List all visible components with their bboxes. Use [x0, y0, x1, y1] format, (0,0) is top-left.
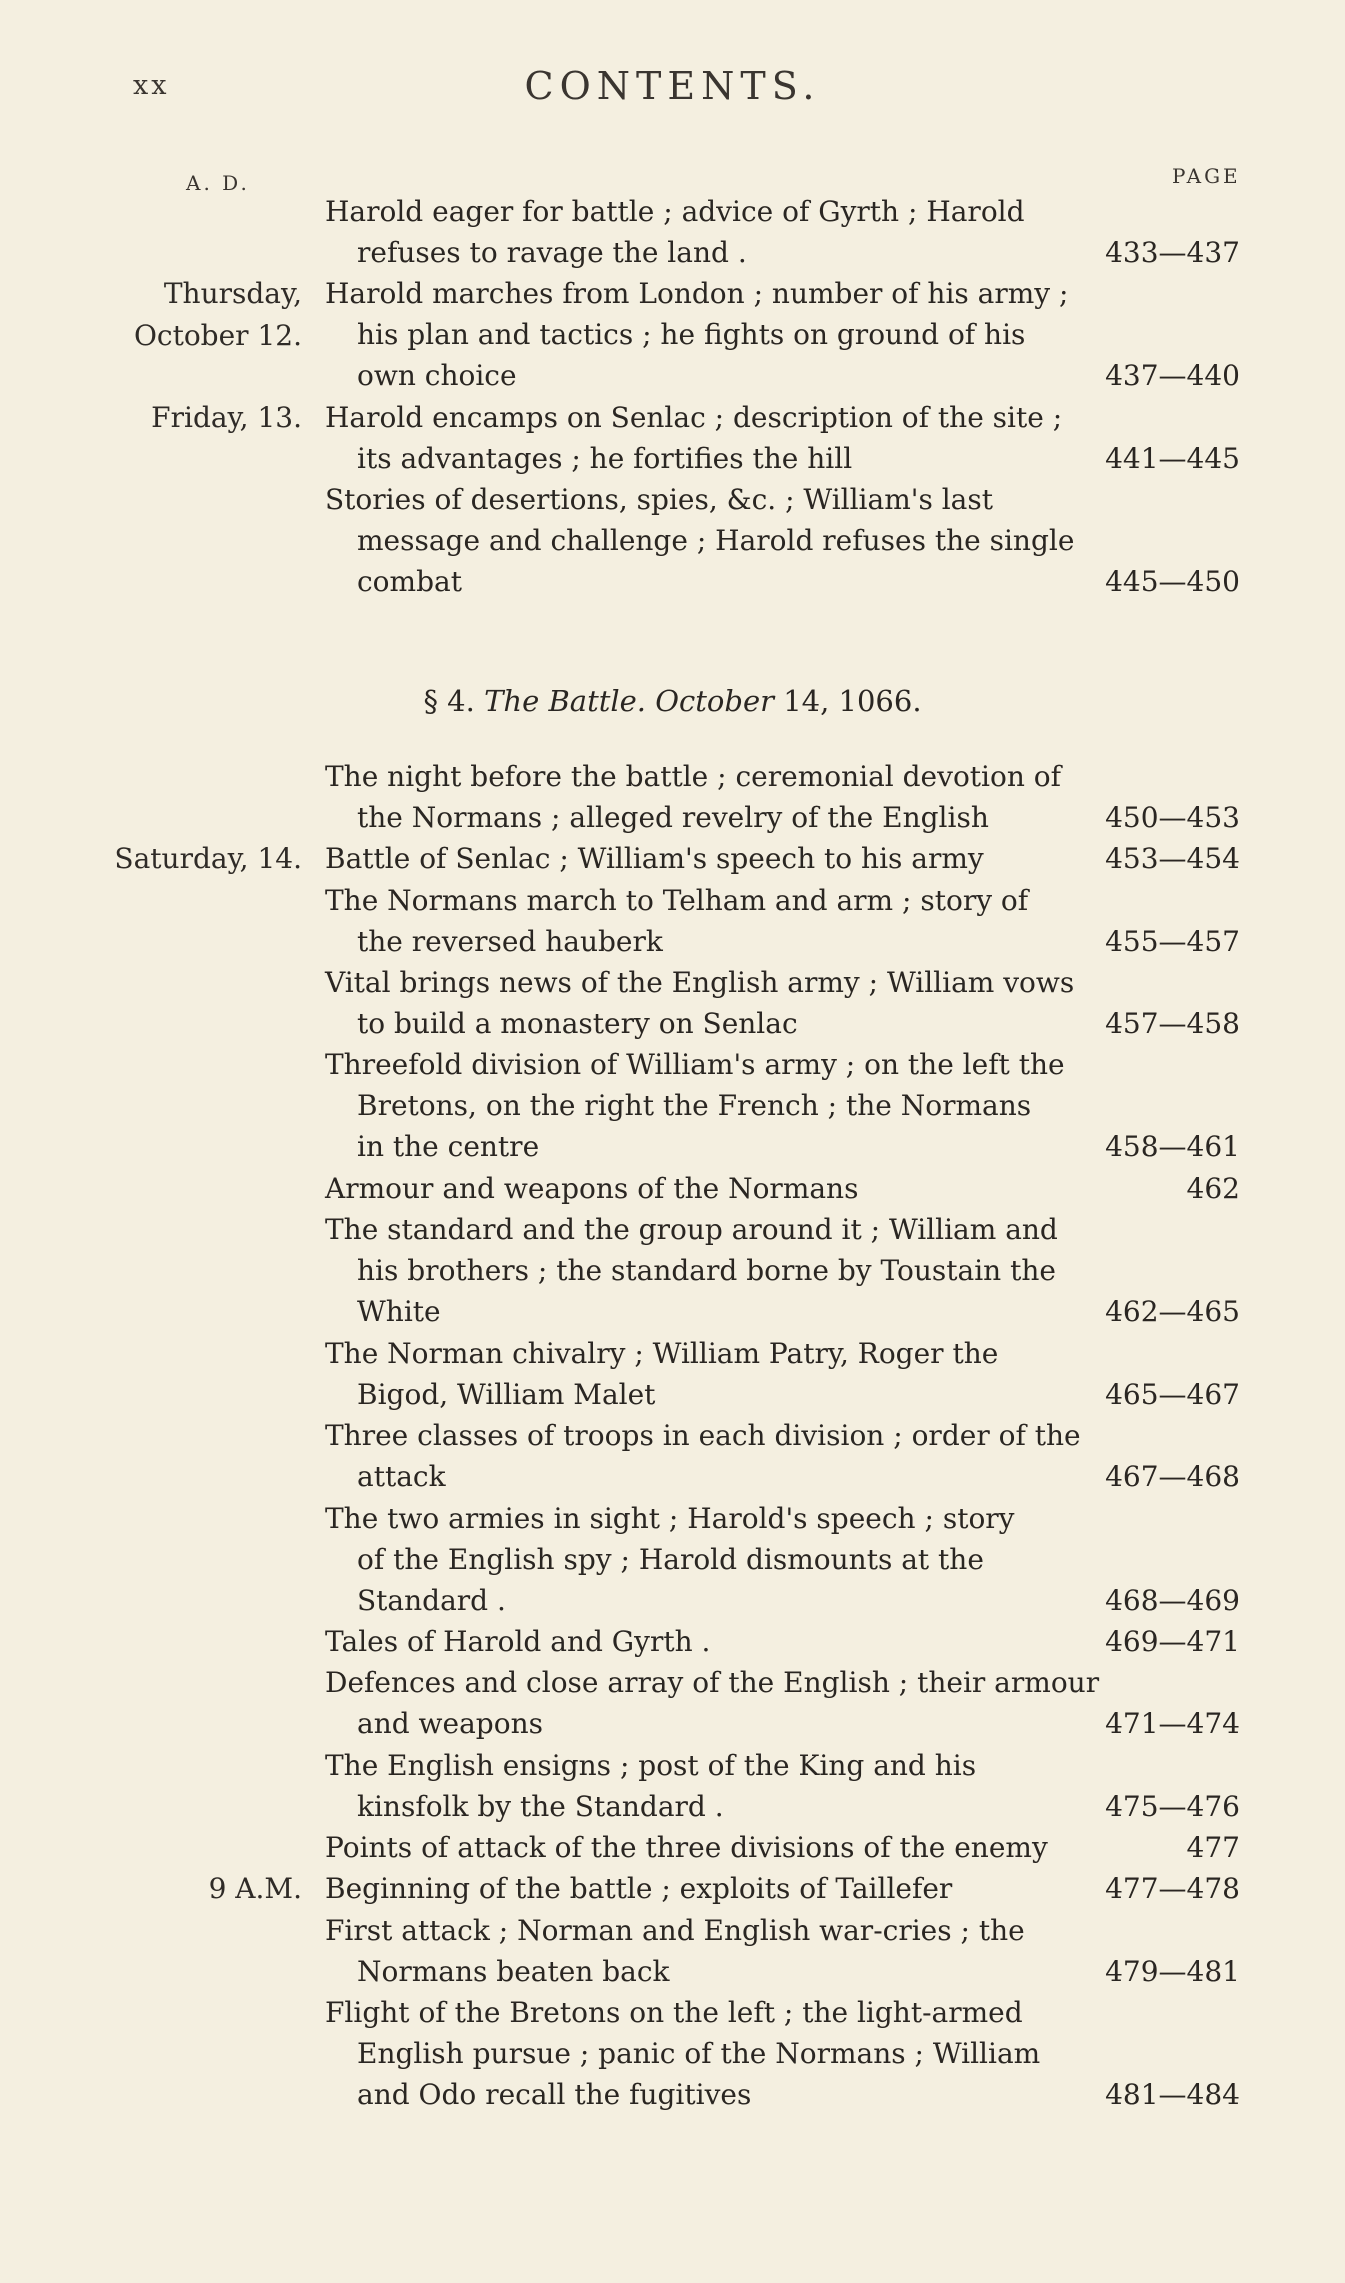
page-range: 462 — [1186, 1172, 1240, 1205]
contents-entry — [0, 1827, 1345, 1868]
page-range: 458—461 — [1105, 1130, 1240, 1164]
entry-text: refuses to ravage the land . — [357, 236, 747, 269]
entry-text: the reversed hauberk — [357, 924, 663, 958]
entry-text: his brothers ; the standard borne by Toustain the — [357, 1254, 1056, 1288]
contents-entry — [0, 838, 1345, 879]
entry-text: Battle of Senlac ; William's speech to his army — [325, 842, 984, 876]
margin-date: 9 A.M. — [208, 1872, 302, 1906]
page-range: 479—481 — [1105, 1954, 1240, 1988]
contents-entry — [0, 1621, 1345, 1662]
entry-text: its advantages ; he fortifies the hill — [357, 442, 853, 475]
entry-line — [0, 1374, 1345, 1415]
entry-text: Normans beaten back — [357, 1954, 670, 1988]
entry-text: The Norman chivalry ; William Patry, Roger the — [325, 1336, 999, 1370]
entry-line — [0, 1662, 1345, 1703]
entry-text: Points of attack of the three divisions of the enemy — [325, 1831, 1048, 1865]
page-range: 468—469 — [1105, 1583, 1240, 1617]
entry-line — [0, 838, 1345, 879]
entry-text: Harold eager for battle ; advice of Gyrth ; Harold — [325, 195, 1025, 228]
entry-line — [0, 355, 1345, 396]
page-range: 467—468 — [1105, 1460, 1240, 1494]
page-range: 441—445 — [1105, 442, 1240, 475]
entry-line — [0, 1745, 1345, 1786]
entry-line — [0, 756, 1345, 797]
entry-line — [0, 1951, 1345, 1992]
margin-date: Saturday, 14. — [114, 842, 302, 876]
entry-line — [0, 520, 1345, 561]
entry-line — [0, 2074, 1345, 2115]
page-range: 481—484 — [1105, 2078, 1240, 2111]
page-range: 445—450 — [1105, 565, 1240, 599]
page-range: 475—476 — [1105, 1789, 1240, 1823]
entry-line — [0, 1250, 1345, 1291]
page-range: 462—465 — [1105, 1295, 1240, 1329]
entry-text: attack — [357, 1460, 446, 1494]
entry-text: own choice — [357, 359, 517, 393]
entry-text: Harold marches from London ; number of his army ; — [325, 277, 1069, 311]
entry-text: the Normans ; alleged revelry of the English — [357, 801, 989, 834]
entry-line — [0, 1044, 1345, 1085]
entry-text: Stories of desertions, spies, &c. ; William's last — [325, 483, 993, 517]
entry-line — [0, 1003, 1345, 1044]
entry-line — [0, 1209, 1345, 1250]
section-title: The Battle. — [484, 684, 647, 718]
entry-text: Flight of the Bretons on the left ; the light-armed — [325, 1996, 1023, 2029]
entry-line — [0, 232, 1345, 273]
contents-entry — [0, 1745, 1345, 1827]
entry-line — [0, 1085, 1345, 1126]
entry-line — [0, 1910, 1345, 1951]
page-range: 453—454 — [1105, 842, 1240, 876]
page-range: 450—453 — [1105, 801, 1240, 834]
page-range: 457—458 — [1105, 1007, 1240, 1040]
page-range: 477 — [1186, 1831, 1240, 1865]
section-date-rest: 14, 1066. — [783, 684, 922, 718]
contents-entry — [0, 1498, 1345, 1621]
page-range: 465—467 — [1105, 1377, 1240, 1411]
entry-line — [0, 314, 1345, 355]
entry-text: The night before the battle ; ceremonial devotion of — [325, 760, 1062, 793]
contents-entry — [0, 1415, 1345, 1497]
contents-entry — [0, 962, 1345, 1044]
entry-text: in the centre — [357, 1130, 540, 1164]
page-range: 433—437 — [1105, 236, 1240, 269]
page-range: 455—457 — [1105, 924, 1240, 958]
entry-text: Standard . — [357, 1583, 506, 1617]
margin-date: Thursday, — [163, 277, 302, 311]
contents-entry — [0, 1044, 1345, 1167]
entry-text: Bigod, William Malet — [357, 1377, 656, 1411]
entry-text: to build a monastery on Senlac — [357, 1007, 798, 1040]
entry-text: message and challenge ; Harold refuses the single — [357, 524, 1075, 558]
entry-text: Vital brings news of the English army ; William vows — [325, 966, 1075, 999]
entry-text: Beginning of the battle ; exploits of Taillefer — [325, 1872, 953, 1906]
entry-line — [0, 1539, 1345, 1580]
entry-text: his plan and tactics ; he fights on ground of his — [357, 318, 1026, 352]
entry-line — [0, 1992, 1345, 2033]
contents-entry — [0, 1992, 1345, 2115]
contents-entry — [0, 880, 1345, 962]
entry-line — [0, 1456, 1345, 1497]
contents-entry — [0, 1910, 1345, 1992]
margin-date: Friday, 13. — [151, 401, 302, 434]
margin-date: October 12. — [133, 318, 302, 352]
entry-text: Tales of Harold and Gyrth . — [325, 1625, 711, 1659]
column-heading-page: PAGE — [1172, 164, 1241, 188]
entry-text: of the English spy ; Harold dismounts at the — [357, 1542, 984, 1576]
entry-text: The two armies in sight ; Harold's speech ; story — [325, 1501, 1015, 1535]
entry-text: combat — [357, 565, 462, 599]
entry-text: English pursue ; panic of the Normans ; William — [357, 2037, 1041, 2070]
entry-text: Threefold division of William's army ; on the left the — [325, 1048, 1065, 1082]
contents-entry — [0, 479, 1345, 602]
entry-text: Armour and weapons of the Normans — [325, 1172, 859, 1205]
entry-line — [0, 1786, 1345, 1827]
entry-text: and weapons — [357, 1707, 543, 1741]
folio-number: xx — [133, 70, 170, 101]
entry-line — [0, 921, 1345, 962]
page-range: 469—471 — [1105, 1625, 1240, 1659]
entry-line — [0, 1415, 1345, 1456]
contents-entry — [0, 1333, 1345, 1415]
entry-line — [0, 1498, 1345, 1539]
entry-text: The Normans march to Telham and arm ; story of — [325, 883, 1029, 917]
entry-line — [0, 2033, 1345, 2074]
section-date-month: October — [655, 684, 774, 718]
contents-entry — [0, 1209, 1345, 1332]
page-range: 477—478 — [1105, 1872, 1240, 1906]
entry-line — [0, 397, 1345, 438]
entry-text: The standard and the group around it ; William and — [325, 1213, 1058, 1247]
entry-line — [0, 1868, 1345, 1909]
entry-line — [0, 479, 1345, 520]
entry-line — [0, 1168, 1345, 1209]
contents-entry — [0, 756, 1345, 838]
section-number: § 4. — [423, 684, 475, 718]
entry-line — [0, 438, 1345, 479]
entry-text: Defences and close array of the English ; their armour — [325, 1666, 1100, 1700]
entry-line — [0, 797, 1345, 838]
entry-line — [0, 1126, 1345, 1167]
entry-line — [0, 880, 1345, 921]
entry-text: and Odo recall the fugitives — [357, 2078, 752, 2111]
entry-line — [0, 1291, 1345, 1332]
entry-text: Harold encamps on Senlac ; description of the site ; — [325, 401, 1063, 434]
page-range: 471—474 — [1105, 1707, 1240, 1741]
entry-text: White — [357, 1295, 441, 1329]
contents-entry — [0, 397, 1345, 479]
page-title: CONTENTS. — [524, 64, 821, 108]
column-heading-ad: A. D. — [186, 171, 250, 195]
entry-text: First attack ; Norman and English war-cries ; the — [325, 1913, 1025, 1947]
page-range: 437—440 — [1105, 359, 1240, 393]
entry-line — [0, 1703, 1345, 1744]
entry-line — [0, 273, 1345, 314]
entry-line — [0, 1333, 1345, 1374]
contents-entry — [0, 191, 1345, 273]
entry-text: Three classes of troops in each division ; order of the — [325, 1419, 1081, 1453]
entry-line — [0, 191, 1345, 232]
entry-line — [0, 1580, 1345, 1621]
contents-entry — [0, 1168, 1345, 1209]
contents-entry — [0, 1662, 1345, 1744]
entry-line — [0, 561, 1345, 602]
entry-line — [0, 1827, 1345, 1868]
entry-line — [0, 962, 1345, 1003]
contents-entry — [0, 1868, 1345, 1909]
entry-text: The English ensigns ; post of the King and his — [325, 1748, 977, 1782]
entry-text: kinsfolk by the Standard . — [357, 1789, 724, 1823]
contents-entry — [0, 273, 1345, 396]
entry-text: Bretons, on the right the French ; the Normans — [357, 1089, 1032, 1123]
entry-line — [0, 1621, 1345, 1662]
